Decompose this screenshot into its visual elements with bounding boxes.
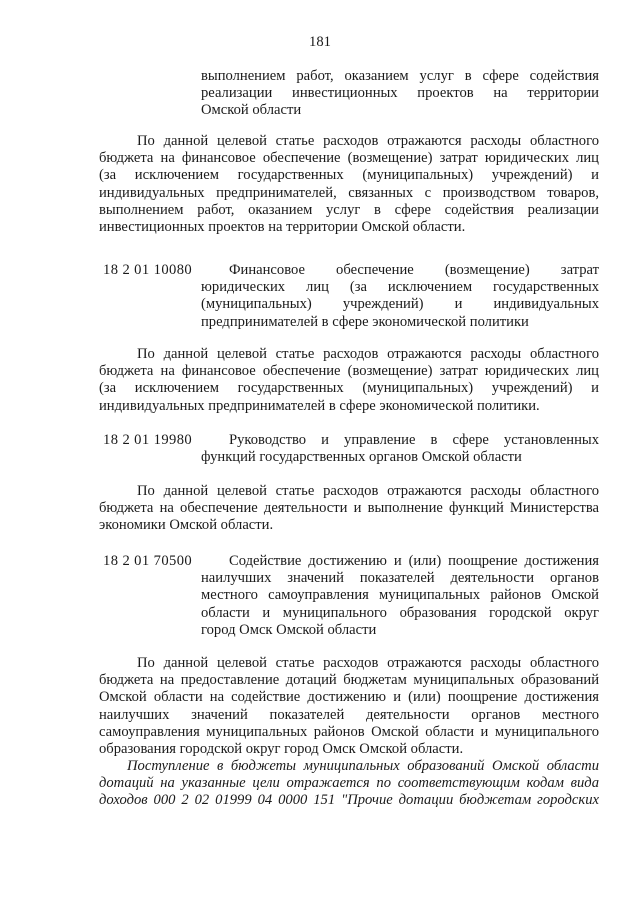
entry-title-line: (муниципальных) учреждений) и индивидуальных (201, 296, 599, 313)
intro-title-line: Омской области (201, 102, 302, 119)
paragraph-line: (за исключением государственных (муниципальных) учреждений) и (99, 167, 599, 184)
paragraph-line: выполнением работ, оказанием услуг в сфере содействия реализации (99, 201, 599, 218)
paragraph-5-italic (99, 758, 599, 810)
entry-title-line: город Омск Омской области (201, 621, 377, 638)
paragraph-3 (99, 483, 599, 535)
budget-code-2: 18 2 01 19980 (103, 432, 193, 448)
entry-title-line: наилучших значений показателей деятельности органов (201, 570, 599, 587)
page-number: 181 (309, 34, 331, 50)
entry-title-line: Содействие достижению и (или) поощрение достижения (229, 553, 599, 569)
entry-title-line: местного самоуправления муниципальных районов Омской (201, 587, 599, 604)
paragraph-line: По данной целевой статье расходов отражаются расходы областного (137, 655, 599, 671)
entry-title-line: Финансовое обеспечение (возмещение) затрат (229, 262, 599, 278)
paragraph-line: дотаций на указанные цели отражается по соответствующим кодам вида (99, 775, 599, 792)
entry-2-title (201, 432, 599, 466)
intro-title-line: реализации инвестиционных проектов на территории (201, 85, 599, 102)
intro-title-line: выполнением работ, оказанием услуг в сфере содействия (201, 68, 599, 84)
entry-title-line: предпринимателей в сфере экономической политики (201, 313, 529, 330)
paragraph-line: По данной целевой статье расходов отражаются расходы областного (137, 483, 599, 499)
paragraph-line: По данной целевой статье расходов отражаются расходы областного (137, 346, 599, 362)
paragraph-2 (99, 346, 599, 415)
paragraph-line: Омской области на содействие достижению и (или) поощрение достижения (99, 689, 599, 706)
paragraph-line: индивидуальных предпринимателей, связанных с производством товаров, (99, 184, 599, 201)
entry-1-title (201, 262, 599, 331)
paragraph-line: бюджета на обеспечение деятельности и выполнение функций Министерства (99, 500, 599, 517)
paragraph-4 (99, 655, 599, 758)
budget-code-3: 18 2 01 70500 (103, 553, 193, 569)
paragraph-line: экономики Омской области. (99, 517, 274, 534)
paragraph-line: бюджета на финансовое обеспечение (возмещение) затрат юридических лиц (99, 150, 599, 167)
budget-code-1: 18 2 01 10080 (103, 262, 193, 278)
paragraph-line: доходов 000 2 02 01999 04 0000 151 "Прочие дотации бюджетам городских (99, 792, 599, 809)
paragraph-line: бюджета на финансовое обеспечение (возмещение) затрат юридических лиц (99, 363, 599, 380)
entry-title-line: функций государственных органов Омской области (201, 449, 522, 466)
entry-title-line: юридических лиц (за исключением государственных (201, 279, 599, 296)
paragraph-line: индивидуальных предпринимателей в сфере экономической политики. (99, 397, 540, 414)
paragraph-line: Поступление в бюджеты муниципальных образований Омской области (127, 758, 599, 774)
entry-title-line: Руководство и управление в сфере установленных (229, 432, 599, 448)
entry-title-line: области и муниципального образования городской округ (201, 604, 599, 621)
entry-3-title (201, 553, 599, 639)
paragraph-line: инвестиционных проектов на территории Омской области. (99, 219, 466, 236)
intro-title (201, 68, 599, 120)
paragraph-line: наилучших значений показателей деятельности органов местного (99, 706, 599, 723)
paragraph-line: самоуправления муниципальных районов Омской области и муниципального (99, 723, 599, 740)
paragraph-1 (99, 133, 599, 236)
paragraph-line: образования городской округ город Омск Омской области. (99, 741, 464, 758)
paragraph-line: бюджета на предоставление дотаций бюджетам муниципальных образований (99, 672, 599, 689)
paragraph-line: По данной целевой статье расходов отражаются расходы областного (137, 133, 599, 149)
paragraph-line: (за исключением государственных (муниципальных) учреждений) и (99, 380, 599, 397)
